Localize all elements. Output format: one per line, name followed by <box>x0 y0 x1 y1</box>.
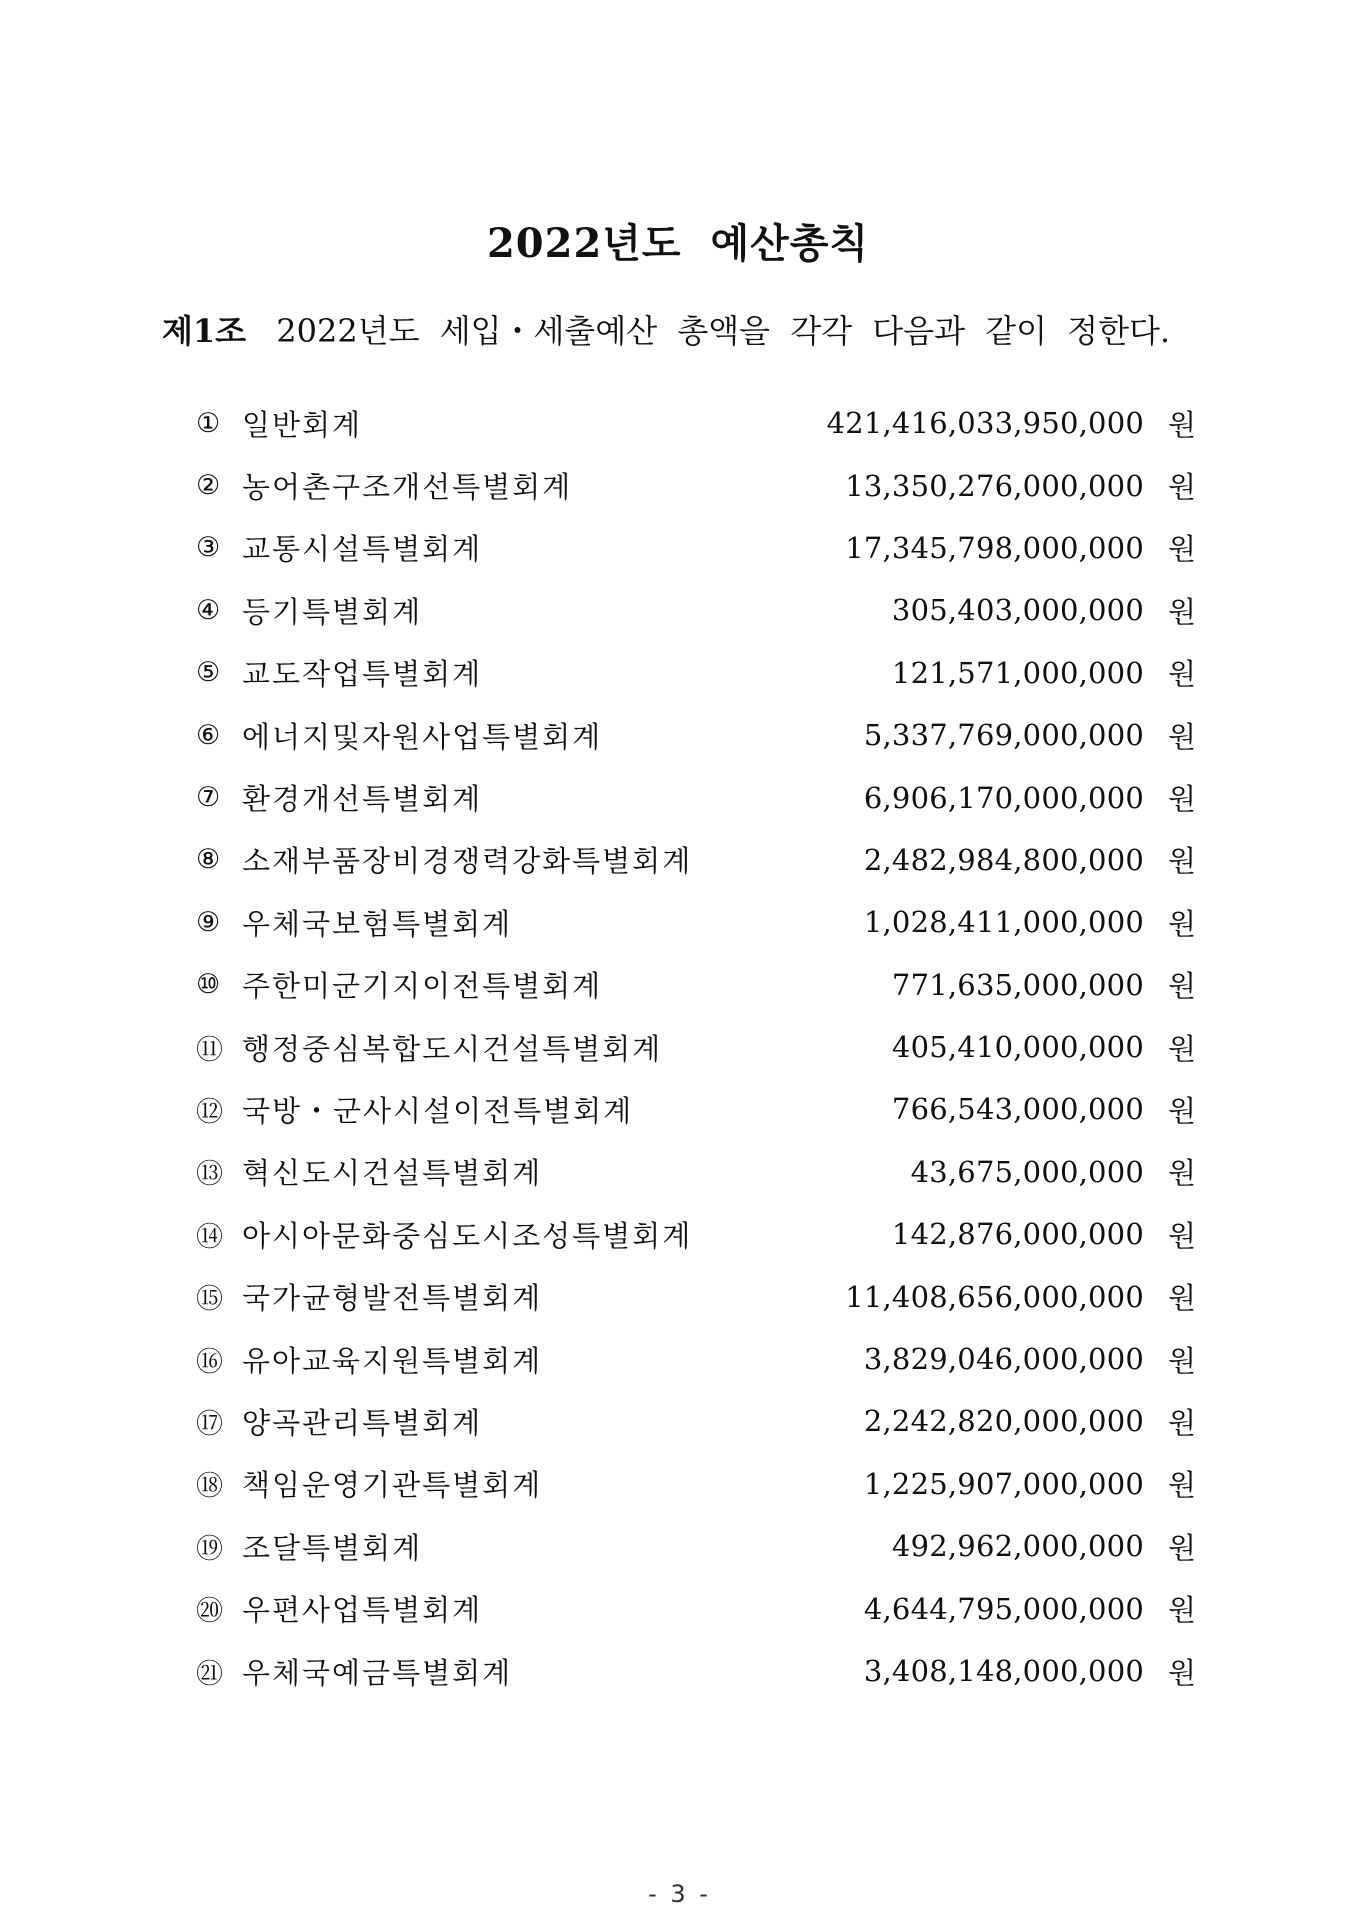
item-amount: 1,028,411,000,000 <box>863 905 1144 940</box>
item-name: 행정중심복합도시건설특별회계 <box>242 1031 663 1066</box>
item-number: ⑲ <box>196 1533 223 1565</box>
item-amount: 405,410,000,000 <box>891 1030 1144 1065</box>
item-unit: 원 <box>1167 1343 1196 1378</box>
item-amount: 43,675,000,000 <box>910 1154 1144 1189</box>
item-number: ⑳ <box>196 1596 223 1628</box>
list-item <box>196 1390 1196 1452</box>
item-amount: 305,403,000,000 <box>891 593 1144 628</box>
item-unit: 원 <box>1167 1031 1196 1066</box>
item-name: 책임운영기관특별회계 <box>242 1468 543 1503</box>
item-number: ⑥ <box>196 719 221 751</box>
list-item <box>196 1078 1196 1140</box>
item-number: ② <box>196 470 221 502</box>
item-amount: 3,408,148,000,000 <box>863 1654 1144 1688</box>
item-number: ① <box>196 407 221 439</box>
item-number: ⑨ <box>196 906 221 938</box>
list-item <box>196 766 1196 828</box>
item-amount: 421,416,033,950,000 <box>826 406 1144 441</box>
item-amount: 1,225,907,000,000 <box>863 1466 1144 1501</box>
item-name: 국방・군사시설이전특별회계 <box>242 1093 634 1128</box>
item-name: 아시아문화중심도시조성특별회계 <box>242 1218 693 1253</box>
item-number: ⑰ <box>196 1408 223 1440</box>
item-unit: 원 <box>1167 1593 1196 1628</box>
item-unit: 원 <box>1167 1281 1196 1316</box>
list-item <box>196 1141 1196 1203</box>
item-name: 교통시설특별회계 <box>242 532 483 567</box>
item-amount: 2,242,820,000,000 <box>863 1404 1144 1439</box>
item-number: ⑪ <box>196 1034 223 1066</box>
item-amount: 771,635,000,000 <box>891 967 1144 1002</box>
item-name: 소재부품장비경쟁력강화특별회계 <box>242 844 693 879</box>
list-item <box>196 392 1196 454</box>
list-item <box>196 579 1196 641</box>
list-item <box>196 704 1196 766</box>
item-number: ⑤ <box>196 657 221 689</box>
list-item <box>196 1328 1196 1390</box>
item-unit: 원 <box>1167 470 1196 505</box>
item-unit: 원 <box>1167 844 1196 879</box>
item-number: ⑫ <box>196 1096 223 1128</box>
article-label: 제1조 <box>162 312 247 350</box>
item-number: ⑧ <box>196 844 221 876</box>
item-amount: 11,408,656,000,000 <box>845 1279 1144 1314</box>
item-unit: 원 <box>1167 1468 1196 1503</box>
item-unit: 원 <box>1167 1655 1196 1690</box>
item-amount: 766,543,000,000 <box>891 1092 1144 1127</box>
item-number: ⑭ <box>196 1221 223 1253</box>
list-item <box>196 642 1196 704</box>
item-name: 농어촌구조개선특별회계 <box>242 470 573 505</box>
item-name: 우체국보험특별회계 <box>242 906 513 941</box>
item-unit: 원 <box>1167 1218 1196 1253</box>
item-unit: 원 <box>1167 1530 1196 1565</box>
item-name: 일반회계 <box>242 407 363 442</box>
item-unit: 원 <box>1167 532 1196 567</box>
item-amount: 3,829,046,000,000 <box>863 1342 1144 1377</box>
item-unit: 원 <box>1167 1093 1196 1128</box>
item-unit: 원 <box>1167 719 1196 754</box>
list-item <box>196 1515 1196 1577</box>
item-amount: 4,644,795,000,000 <box>863 1591 1144 1626</box>
list-item <box>196 829 1196 891</box>
item-unit: 원 <box>1167 782 1196 817</box>
budget-list <box>196 392 1196 1702</box>
list-item <box>196 454 1196 516</box>
article-1 <box>162 306 1202 352</box>
item-amount: 6,906,170,000,000 <box>863 780 1144 815</box>
item-name: 양곡관리특별회계 <box>242 1405 483 1440</box>
item-unit: 원 <box>1167 407 1196 442</box>
item-unit: 원 <box>1167 657 1196 692</box>
item-name: 환경개선특별회계 <box>242 782 483 817</box>
list-item <box>196 1203 1196 1265</box>
item-amount: 13,350,276,000,000 <box>845 468 1144 503</box>
item-number: ⑮ <box>196 1284 223 1316</box>
item-name: 교도작업특별회계 <box>242 657 483 692</box>
item-number: ⑦ <box>196 782 221 814</box>
list-item <box>196 1640 1196 1702</box>
item-amount: 492,962,000,000 <box>891 1529 1144 1564</box>
item-number: ④ <box>196 594 221 626</box>
item-name: 등기특별회계 <box>242 594 423 629</box>
item-unit: 원 <box>1167 594 1196 629</box>
list-item <box>196 954 1196 1016</box>
item-number: ⑩ <box>196 969 221 1001</box>
list-item <box>196 1265 1196 1327</box>
item-unit: 원 <box>1167 969 1196 1004</box>
page-title: 2022년도 예산총칙 <box>486 220 870 267</box>
list-item <box>196 517 1196 579</box>
item-name: 조달특별회계 <box>242 1530 423 1565</box>
item-amount: 142,876,000,000 <box>891 1217 1144 1252</box>
item-number: ⑱ <box>196 1471 223 1503</box>
item-amount: 2,482,984,800,000 <box>863 842 1144 877</box>
list-item <box>196 1016 1196 1078</box>
item-unit: 원 <box>1167 1405 1196 1440</box>
item-amount: 121,571,000,000 <box>891 655 1144 690</box>
item-unit: 원 <box>1167 1156 1196 1191</box>
item-unit: 원 <box>1167 906 1196 941</box>
item-name: 유아교육지원특별회계 <box>242 1343 543 1378</box>
article-text: 2022년도 세입・세출예산 총액을 각각 다음과 같이 정한다. <box>276 312 1171 350</box>
list-item <box>196 891 1196 953</box>
item-amount: 5,337,769,000,000 <box>863 718 1144 753</box>
item-amount: 17,345,798,000,000 <box>845 530 1144 565</box>
item-name: 에너지및자원사업특별회계 <box>242 719 603 754</box>
list-item <box>196 1453 1196 1515</box>
item-name: 우체국예금특별회계 <box>242 1655 513 1690</box>
item-number: ㉑ <box>196 1658 223 1690</box>
item-name: 국가균형발전특별회계 <box>242 1281 543 1316</box>
item-number: ⑬ <box>196 1159 223 1191</box>
page-number: - 3 - <box>648 1880 708 1908</box>
item-name: 혁신도시건설특별회계 <box>242 1156 543 1191</box>
item-name: 우편사업특별회계 <box>242 1593 483 1628</box>
item-number: ⑯ <box>196 1346 223 1378</box>
item-number: ③ <box>196 532 221 564</box>
list-item <box>196 1577 1196 1639</box>
item-name: 주한미군기지이전특별회계 <box>242 969 603 1004</box>
